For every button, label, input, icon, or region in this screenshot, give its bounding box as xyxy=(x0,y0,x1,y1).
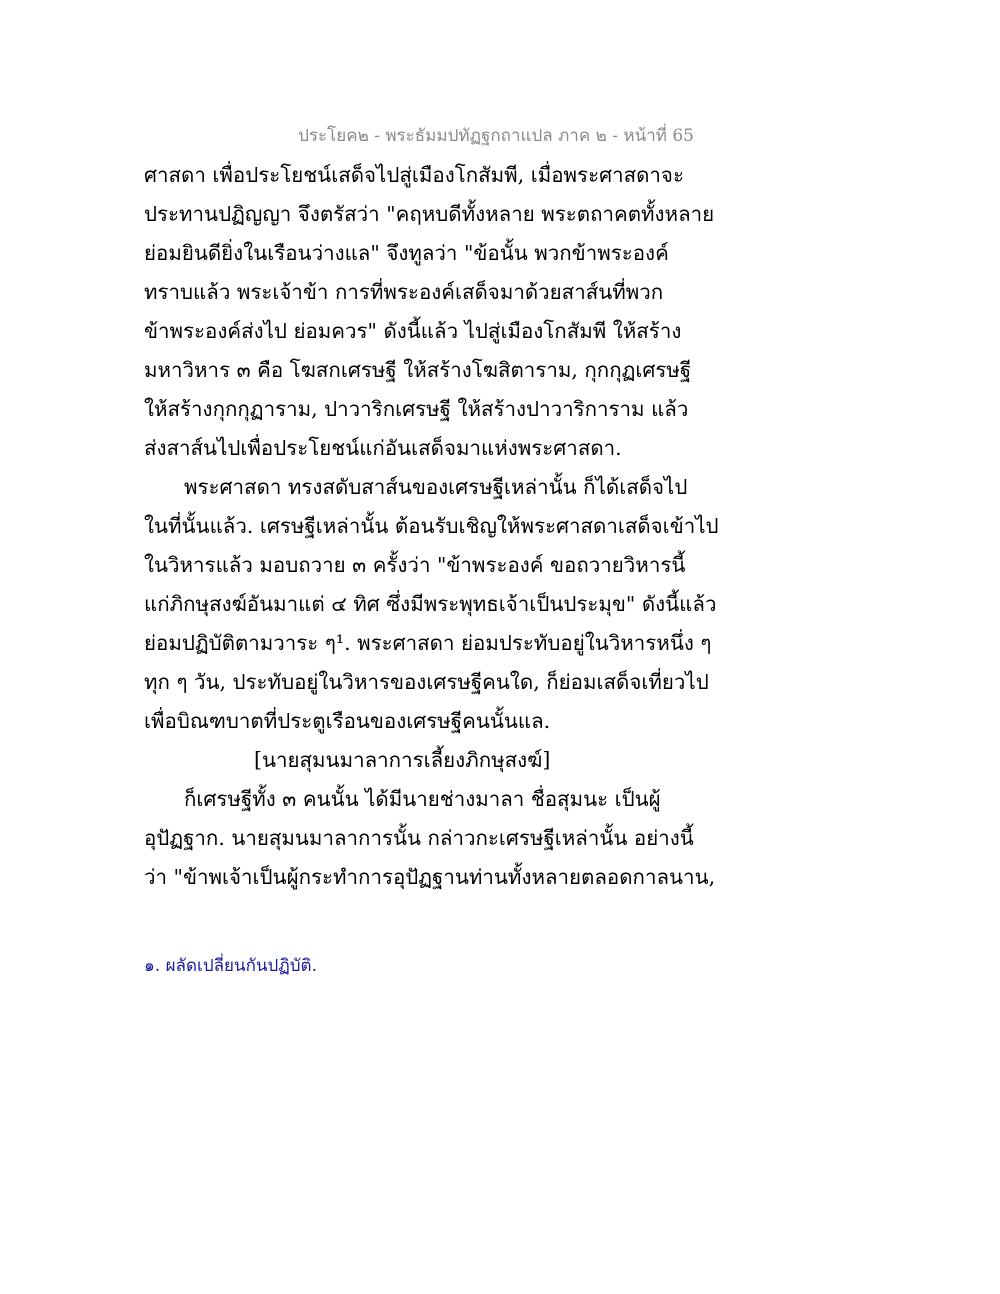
running-header: ประโยค๒ - พระธัมมปทัฏฐกถาแปล ภาค ๒ - หน้าที่ 65 xyxy=(298,126,694,146)
text-line: ทราบแล้ว พระเจ้าข้า การที่พระองค์เสด็จมาด้วยสาส์นที่พวก xyxy=(144,280,664,304)
text-line: ก็เศรษฐีทั้ง ๓ คนนั้น ได้มีนายช่างมาลา ชื่อสุมนะ เป็นผู้ xyxy=(184,787,661,811)
text-line: ประทานปฏิญญา จึงตรัสว่า "คฤหบดีทั้งหลาย พระตถาคตทั้งหลาย xyxy=(144,202,715,226)
text-line: มหาวิหาร ๓ คือ โฆสกเศรษฐี ให้สร้างโฆสิตาราม, กุกกุฏเศรษฐี xyxy=(144,358,692,382)
text-line: ทุก ๆ วัน, ประทับอยู่ในวิหารของเศรษฐีคนใด, ก็ย่อมเสด็จเที่ยวไป xyxy=(144,670,709,694)
text-line: ส่งสาส์นไปเพื่อประโยชน์แก่อันเสด็จมาแห่งพระศาสดา. xyxy=(144,436,622,460)
footnote: ๑. ผลัดเปลี่ยนกันปฏิบัติ. xyxy=(144,956,317,976)
text-line: อุปัฏฐาก. นายสุมนมาลาการนั้น กล่าวกะเศรษฐีเหล่านั้น อย่างนี้ xyxy=(144,826,694,850)
text-line: ข้าพระองค์ส่งไป ย่อมควร" ดังนี้แล้ว ไปสู่เมืองโกสัมพี ให้สร้าง xyxy=(144,319,682,343)
text-line: ว่า "ข้าพเจ้าเป็นผู้กระทำการอุปัฏฐานท่านทั้งหลายตลอดกาลนาน, xyxy=(144,865,716,889)
text-line: ย่อมยินดียิ่งในเรือนว่างแล" จึงทูลว่า "ข้อนั้น พวกข้าพระองค์ xyxy=(144,241,669,265)
text-line: ในที่นั้นแล้ว. เศรษฐีเหล่านั้น ต้อนรับเชิญให้พระศาสดาเสด็จเข้าไป xyxy=(144,514,719,538)
section-heading: [นายสุมนมาลาการเลี้ยงภิกษุสงฆ์] xyxy=(254,748,551,772)
text-line: ย่อมปฏิบัติตามวาระ ๆ¹. พระศาสดา ย่อมประทับอยู่ในวิหารหนึ่ง ๆ xyxy=(144,631,712,655)
text-line: ศาสดา เพื่อประโยชน์เสด็จไปสู่เมืองโกสัมพี, เมื่อพระศาสดาจะ xyxy=(144,163,684,187)
body-text xyxy=(144,156,724,897)
text-line: ในวิหารแล้ว มอบถวาย ๓ ครั้งว่า "ข้าพระองค์ ขอถวายวิหารนี้ xyxy=(144,553,686,577)
text-line: แก่ภิกษุสงฆ์อันมาแต่ ๔ ทิศ ซึ่งมีพระพุทธเจ้าเป็นประมุข" ดังนี้แล้ว xyxy=(144,592,717,616)
text-line: เพื่อบิณฑบาตที่ประตูเรือนของเศรษฐีคนนั้นแล. xyxy=(144,709,551,733)
text-line: พระศาสดา ทรงสดับสาส์นของเศรษฐีเหล่านั้น ก็ได้เสด็จไป xyxy=(184,475,688,499)
text-line: ให้สร้างกุกกุฏาราม, ปาวาริกเศรษฐี ให้สร้างปาวาริการาม แล้ว xyxy=(144,397,689,421)
